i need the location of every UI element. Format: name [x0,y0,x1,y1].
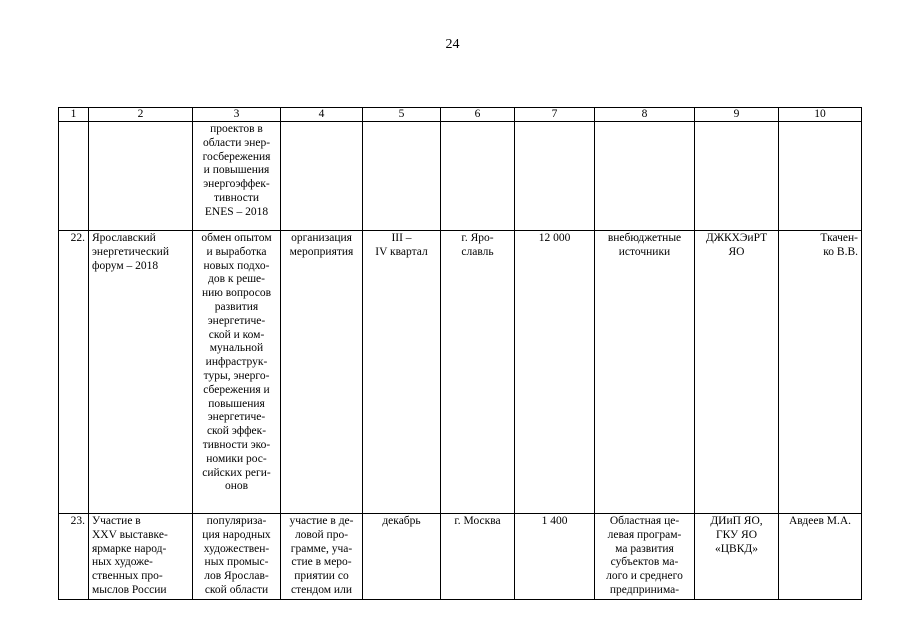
cell-place [441,122,515,231]
cell-executor: ДИиП ЯО, ГКУ ЯО «ЦВКД» [695,514,779,600]
column-header: 1 [59,108,89,122]
table-row [59,231,862,514]
cell-executor [695,122,779,231]
page-number: 24 [445,37,460,52]
column-header: 2 [89,108,193,122]
cell-event: Участие в XXV выставке- ярмарке народ- ных художе- ственных про- мыслов России [89,514,193,600]
cell-number: 23. [59,514,89,600]
column-header: 5 [363,108,441,122]
cell-amount [515,122,595,231]
cell-event [89,122,193,231]
cell-goal: популяриза- ция народных художествен- ных промыс- лов Ярослав- ской области [193,514,281,600]
cell-place: г. Яро- славль [441,231,515,514]
cell-goal: проектов в области энер- госбережения и повышения энергоэффек- тивности ENES – 2018 [193,122,281,231]
column-header: 10 [779,108,862,122]
header-row [59,108,862,122]
cell-place: г. Москва [441,514,515,600]
cell-form: организация мероприятия [281,231,363,514]
events-table [58,107,862,600]
cell-period [363,122,441,231]
table-row [59,122,862,231]
cell-amount: 1 400 [515,514,595,600]
cell-event: Ярославский энергетический форум – 2018 [89,231,193,514]
cell-form: участие в де- ловой про- грамме, уча- стие в меро- приятии со стендом или [281,514,363,600]
cell-form [281,122,363,231]
cell-responsible [779,122,862,231]
cell-responsible: Ткачен- ко В.В. [779,231,862,514]
cell-number [59,122,89,231]
cell-period: III – IV квартал [363,231,441,514]
column-header: 8 [595,108,695,122]
cell-executor: ДЖКХЭиРТ ЯО [695,231,779,514]
cell-period: декабрь [363,514,441,600]
column-header: 6 [441,108,515,122]
column-header: 4 [281,108,363,122]
cell-source: внебюджетные источники [595,231,695,514]
cell-goal: обмен опытом и выработка новых подхо- дов к реше- нию вопросов развития энергетиче- ской и ком- мунальной инфраструк- туры, энерго- сбережения и повышения энергетиче- ской эффек- тивности эко- номики рос- сийских реги- онов [193,231,281,514]
column-header: 3 [193,108,281,122]
table-row [59,514,862,600]
cell-source: Областная це- левая програм- ма развития субъектов ма- лого и среднего предпринима- [595,514,695,600]
cell-amount: 12 000 [515,231,595,514]
column-header: 7 [515,108,595,122]
column-header: 9 [695,108,779,122]
cell-number: 22. [59,231,89,514]
cell-responsible: Авдеев М.А. [779,514,862,600]
cell-source [595,122,695,231]
